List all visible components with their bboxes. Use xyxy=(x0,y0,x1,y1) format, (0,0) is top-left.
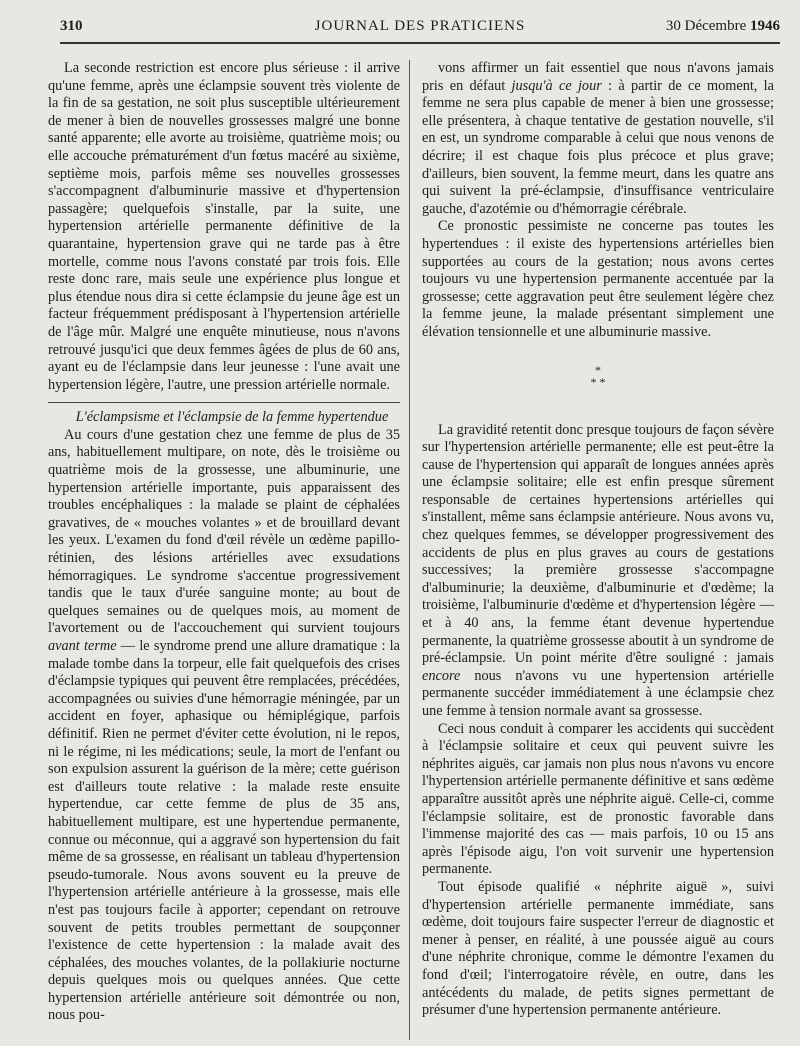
paragraph-text: Au cours d'une gestation chez une femme de plus de 35 ans, habituellement multipare, on note, dès le troisième ou quatrième mois de la grossesse, une albuminurie, une hypertension artérielle importante, puis apparaissent des troubles encéphaliques : la malade se plaint de céphalées gravatives, de « mouches volantes » et de brouillard devant les yeux. L'examen du fond d'œil révèle un œdème papillo-rétinien, des lésions artérielles avec exsudations hémorragiques. Le syndrome s'accentue progressivement tandis que le taux d'urée sanguine monte; au bout de quelques semaines ou de quelques mois, au moment de l'avortement ou de l'accouchement qui survient toujours xyxy=(48,426,400,637)
emphasis-text: encore xyxy=(422,667,461,684)
paragraph xyxy=(48,427,400,1025)
paragraph-text: La gravidité retentit donc presque toujours de façon sévère sur l'hypertension artérielle permanente; elle est peut-être la cause de l'hypertension qui apparaît de longues années après une éclampsie solitaire; elle est enfin presque sûrement responsable de certaines hypertensions artérielles qui s'installent, même sans éclampsie antérieure. Nous avons vu, chez quelques femmes, se développer progressivement des accidents de plus en plus graves au cours de gestations successives; la première grossesse s'accompagne d'albuminurie; la deuxième, d'albuminurie et d'œdème; la troisième, l'albuminurie d'œdème et d'hypertension légère — et à 40 ans, la femme étant devenue hypertendue permanente, la quatrième grossesse aboutit à un syndrome de pré-éclampsie. Un point mérite d'être souligné : jamais xyxy=(422,421,774,667)
asterism-top: * xyxy=(595,362,601,377)
paragraph xyxy=(422,422,774,721)
right-column xyxy=(422,60,774,1040)
left-column xyxy=(48,60,400,1040)
journal-title: JOURNAL DES PRATICIENS xyxy=(314,18,526,34)
section-divider xyxy=(48,402,400,403)
column-divider xyxy=(409,60,410,1040)
paragraph: Tout épisode qualifié « néphrite aiguë », suivi d'hypertension artérielle permanente immédiate, sans œdème, doit toujours faire suspecter l'erreur de diagnostic et mener à penser, en réalité, à une poussée aiguë au cours d'une néphrite chronique, comme le démontre l'examen du fond d'œil; l'interrogatoire révèle, en outre, dans les antécédents du malade, de petits signes permettant de présumer d'une hypertension permanente antérieure. xyxy=(422,878,774,1019)
paragraph-text: — le syndrome prend une allure dramatique : la malade tombe dans la torpeur, elle fait quelquefois des crises d'éclampsie typiques qui peuvent être remplacées, précédées, accompagnées ou suivies d'une hémorragie méningée, par un accident en foyer, aphasique ou hémiplégique, parfois définitif. Rien ne permet d'éviter cette évolution, ni le repos, ni le régime, ni les médications; seule, la mort de l'enfant ou son expulsion assurent la guérison de la mère; cette guérison est d'ailleurs toute relative : la malade reste ensuite hypertendue, car cette femme de plus de 35 ans, habituellement multipare, est une hypertendue permanente, connue ou méconnue, qui a aggravé son hypertension du fait même de sa grossesse, en réalisant un tableau d'hypertension pseudo-tumorale. Nous avons souvent eu la preuve de l'hypertension artérielle antérieure à la grossesse, mais elle n'est pas toujours facile à apporter; cependant on retrouve souvent de petits troubles permettant de soupçonner l'existence de cette hypertension : la malade avait des céphalées, des mouches volantes, de la pollakiurie nocturne depuis quelques mois ou quelques années. Que cette hypertension artérielle antérieure soit démontrée ou non, nous pou- xyxy=(48,638,401,1024)
header-rule xyxy=(60,42,780,44)
issue-date-year: 1946 xyxy=(750,18,780,34)
asterism-bottom: * * xyxy=(590,374,606,389)
paragraph-text: vons affirmer un fait essentiel que nous n'avons jamais pris en défaut xyxy=(422,60,774,94)
emphasis-text: avant terme xyxy=(48,638,117,654)
paragraph: La seconde restriction est encore plus sérieuse : il arrive qu'une femme, après une éclampsie souvent très violente de la fin de sa gestation, ne soit plus susceptible ultérieurement de mener à bien de nouvelles grossesses malgré une bonne santé apparente; elle avorte au troisième, quatrième mois; ou elle accouche prématurément d'un fœtus macéré au sixième, septième mois, parfois même ses nouvelles grossesses s'accompagnent d'albuminurie massive et d'hypertension passagère; quelquefois s'installe, par la suite, une hypertension artérielle permanente définitive de la quarantaine, hypertension grave qui ne tarde pas à être mortelle, comme nous l'avons constaté par trois fois. Elle reste donc rare, mais seule une expérience plus longue et plus étendue nous dira si cette éclampsie du jeune âge est un facteur fréquemment prédisposant à l'hypertension artérielle de l'âge mûr. Malgré une enquête minutieuse, nous n'avons retrouvé jusqu'ici que deux femmes âgées de plus de 60 ans, ayant eu de l'éclampsie dans leur jeunesse : l'une avait une hypertension légère, l'autre, une pression artérielle normale. xyxy=(48,60,400,393)
paragraph: Ce pronostic pessimiste ne concerne pas toutes les hypertendues : il existe des hypertensions artérielles bien supportées au cours de la gestation; nous avons certes toujours vu une hypertension permanente accentuée par la grossesse; cette aggravation peut être seulement légère chez la femme jeune, la malade présentant simplement une élévation tensionnelle et une albuminurie massive. xyxy=(422,218,774,340)
paragraph-text: : à partir de ce moment, la femme ne sera plus capable de mener à bien une grossesse; elle présentera, à chaque tentative de gestation nouvelle, s'il en est, un syndrome comparable à celui que nous venons de décrire; il est chaque fois plus précoce et plus grave; d'ailleurs, bien souvent, la femme meurt, dans les quatre ans qui suivent la pré-éclampsie, d'insuffisance ventriculaire gauche, d'azotémie ou d'hémorragie cérébrale. xyxy=(422,77,774,217)
issue-date-day-month: 30 Décembre xyxy=(665,18,747,34)
page-number: 310 xyxy=(60,18,83,34)
paragraph xyxy=(422,60,774,218)
issue-date xyxy=(666,18,780,35)
section-title: L'éclampsisme et l'éclampsie de la femme hypertendue xyxy=(75,409,389,426)
emphasis-text: jusqu'à ce jour xyxy=(511,77,602,94)
paragraph-text: nous n'avons vu une hypertension artérielle permanente succéder immédiatement à une éclampsie chez une femme à tension normale avant sa grossesse. xyxy=(422,667,774,719)
paragraph: Ceci nous conduit à comparer les accidents qui succèdent à l'éclampsie solitaire et ceux qui peuvent suivre les néphrites aiguës, car jamais non plus nous n'avons vu encore l'hypertension artérielle permanente définitive et sans œdème apparaître aussitôt après une néphrite aiguë. Celle-ci, comme l'éclampsie solitaire, est de pronostic favorable dans l'immense majorité des cas — mais parfois, 10 ou 15 ans après l'épisode aigu, l'on voit survenir une hypertension permanente. xyxy=(422,720,774,878)
page-header xyxy=(60,16,780,42)
section-asterism xyxy=(422,364,774,388)
